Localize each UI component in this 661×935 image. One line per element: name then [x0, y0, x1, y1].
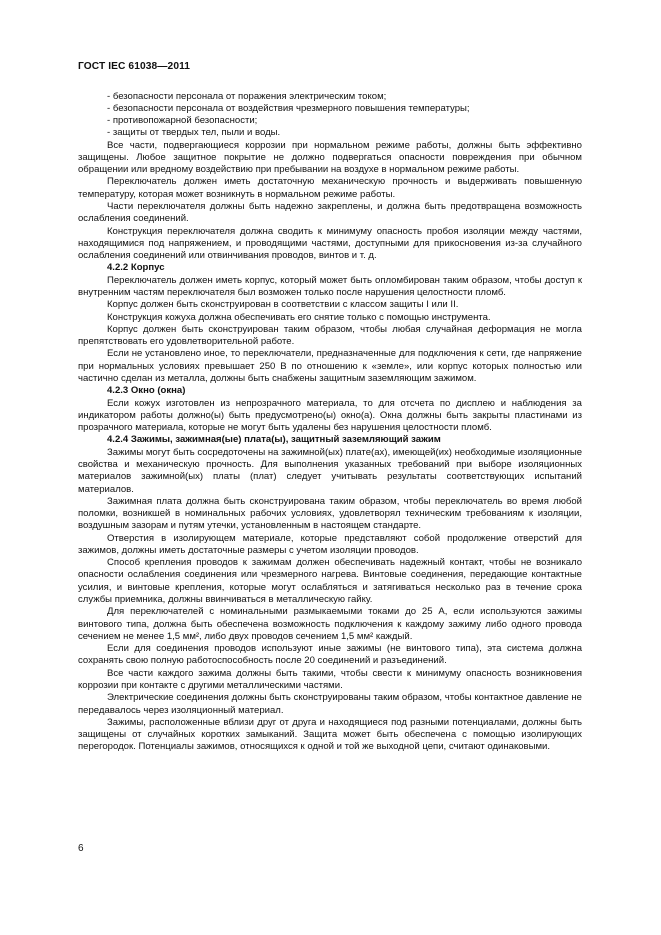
- paragraph: Отверстия в изолирующем материале, которые представляют собой продолжение отверстий для зажимов, должны иметь достаточные размеры с учетом изоляции проводов.: [78, 532, 582, 556]
- list-item: - противопожарной безопасности;: [107, 115, 258, 127]
- paragraph: Переключатель должен иметь корпус, который может быть опломбирован таким образом, чтобы доступ к внутренним частям переключателя был возможен только после нарушения целостности пломб.: [78, 274, 582, 298]
- paragraph: Если для соединения проводов используют иные зажимы (не винтового типа), эта система должна сохранять свою полную работоспособность после 20 соединений и разъединений.: [78, 643, 582, 667]
- paragraph: Если не установлено иное, то переключатели, предназначенные для подключения к сети, где напряжение при нормальных условиях превышает 250 В по отношению к «земле», или корпус которых полностью или частично сделан из металла, должны быть снабжены защитным заземляющим зажимом.: [78, 348, 582, 384]
- section-heading-4-2-2: 4.2.2 Корпус: [107, 262, 165, 274]
- paragraph: Части переключателя должны быть надежно закреплены, и должна быть предотвращена возможность ослабления соединений.: [78, 201, 582, 225]
- paragraph: Все части, подвергающиеся коррозии при нормальном режиме работы, должны быть эффективно защищены. Любое защитное покрытие не должно подвергаться опасности повреждения при обычном обращении или вредному воздействию при пребывании на воздухе в нормальном режиме работы.: [78, 139, 582, 176]
- paragraph: Конструкция переключателя должна сводить к минимуму опасность пробоя изоляции между частями, находящимися под напряжением, и проводящими частями, доступными для прикосновения из-за случайного ослабления соединений или отвинчивания проводов, винтов и т. д.: [78, 225, 582, 262]
- paragraph: Все части каждого зажима должны быть такими, чтобы свести к минимуму опасность возникновения коррозии при контакте с другими металлическими частями.: [78, 667, 582, 691]
- paragraph: Если кожух изготовлен из непрозрачного материала, то для отсчета по дисплею и наблюдения за индикатором работы должно(ы) быть предусмотрено(ы) окно(а). Окна должны быть закрыты пластинами из прозрачного материала, которые не могут быть удалены без нарушения целостности пломб.: [78, 397, 582, 434]
- section-heading-4-2-4: 4.2.4 Зажимы, зажимная(ые) плата(ы), защитный заземляющий зажим: [107, 434, 441, 446]
- paragraph: Корпус должен быть сконструирован таким образом, чтобы любая случайная деформация не могла препятствовать его удовлетворительной работе.: [78, 323, 582, 348]
- list-item: - безопасности персонала от воздействия чрезмерного повышения температуры;: [107, 102, 470, 114]
- paragraph: Переключатель должен иметь достаточную механическую прочность и выдерживать повышенную температуру, которая может возникнуть в нормальном режиме работы.: [78, 176, 582, 200]
- paragraph: Способ крепления проводов к зажимам должен обеспечивать надежный контакт, чтобы не возникало опасности ослабления соединения или чрезмерного нагрева. Винтовые соединения, передающие контактные усилия, и винтовые крепления, которые могут ослабляться и затягиваться несколько раз в течение срока службы приемника, должны ввинчиваться в металлическую гайку.: [78, 557, 582, 606]
- section-heading-4-2-3: 4.2.3 Окно (окна): [107, 385, 186, 397]
- list-item: - защиты от твердых тел, пыли и воды.: [107, 127, 281, 139]
- document-header: ГОСТ IEC 61038—2011: [78, 61, 191, 72]
- paragraph: Зажимы, расположенные вблизи друг от друга и находящиеся под разными потенциалами, должны быть защищены от случайных коротких замыканий. Защита может быть обеспечена с помощью изолирующих перегородок. Потенциалы зажимов, относящихся к одной и той же выходной цепи, считают одинаковыми.: [78, 716, 582, 753]
- paragraph: Зажимы могут быть сосредоточены на зажимной(ых) плате(ах), имеющей(их) необходимые изоляционные свойства и механическую прочность. Для выполнения указанных требований при выборе изоляционных материалов зажимной(ых) платы (плат) следует учитывать результаты соответствующих испытаний материалов.: [78, 446, 582, 495]
- list-item: - безопасности персонала от поражения электрическим током;: [107, 90, 387, 102]
- paragraph: Конструкция кожуха должна обеспечивать его снятие только с помощью инструмента.: [107, 311, 491, 323]
- paragraph: Для переключателей с номинальными размыкаемыми токами до 25 А, если используются зажимы винтового типа, должна быть обеспечена возможность подключения к каждому зажиму либо одного провода сечением не менее 1,5 мм², либо двух проводов сечением 1,5 мм² каждый.: [78, 606, 582, 642]
- document-body: [78, 91, 582, 754]
- page-number: 6: [78, 843, 84, 854]
- paragraph: Зажимная плата должна быть сконструирована таким образом, чтобы переключатель во время любой поломки, возникшей в номинальных рабочих условиях, удовлетворял техническим требованиям к изоляции, воздушным зазорам и путям утечки, установленным в настоящем стандарте.: [78, 495, 582, 532]
- paragraph: Корпус должен быть сконструирован в соответствии с классом защиты I или II.: [107, 299, 459, 311]
- paragraph: Электрические соединения должны быть сконструированы таким образом, чтобы контактное давление не передавалось через изоляционный материал.: [78, 692, 582, 716]
